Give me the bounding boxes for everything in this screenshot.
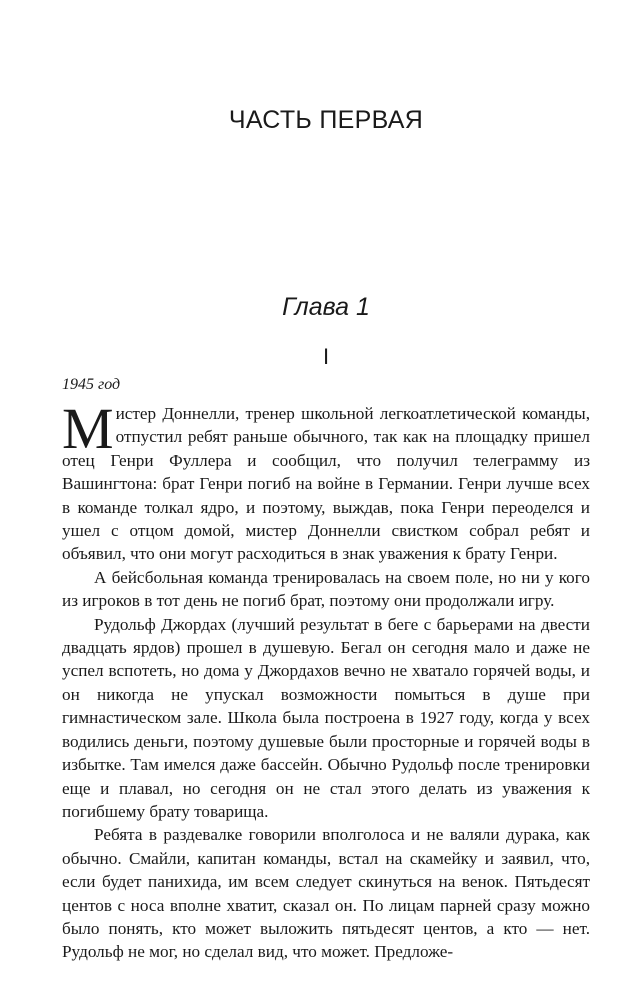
body-text xyxy=(62,396,590,964)
paragraph-3: Рудольф Джордах (лучший результат в беге с барьерами на двести двадцать ярдов) прошел в душевую. Бегал он сегодня мало и даже не успел вспотеть, но дома у Джордахов вечно не хватало горячей воды, и он никогда не упускал возможности помыться в душе при гимнастическом зале. Школа была построена в 1927 году, когда у всех водились деньги, поэтому душевые были просторные и горячей воды в избытке. Там имелся даже бассейн. Обычно Рудольф после тренировки еще и плавал, но сегодня он не стал этого делать из уважения к погибшему брату товарища. xyxy=(62,614,590,821)
part-title: ЧАСТЬ ПЕРВАЯ xyxy=(228,106,424,134)
section-number: I xyxy=(322,344,330,369)
paragraph-1-text: истер Доннелли, тренер школьной легкоатлетической команды, отпустил ребят раньше обычного, так как на площадку пришел отец Генри Фуллера и сообщил, что получил телеграмму из Вашингтона: брат Генри погиб на войне в Германии. Генри лучше всех в команде толкал ядро, и поэтому, выждав, пока Генри переоделся и ушел с отцом домой, мистер Доннелли свистком собрал ребят и объявил, что они могут расходиться в знак уважения к брату Генри. xyxy=(62,404,590,564)
paragraph-4: Ребята в раздевалке говорили вполголоса и не валяли дурака, как обычно. Смайли, капитан команды, встал на скамейку и заявил, что, если будет панихида, им всем следует скинуться на венок. Пятьдесят центов с носа вполне хватит, сказал он. По лицам парней сразу можно было понять, кто может выложить пятьдесят центов, а кто — нет. Рудольф не мог, но сделал вид, что может. Предложе- xyxy=(62,825,590,962)
book-page xyxy=(62,0,590,1000)
drop-cap: М xyxy=(62,396,114,461)
year-heading: 1945 год xyxy=(62,376,121,393)
chapter-title: Глава 1 xyxy=(282,293,370,321)
paragraph-2: А бейсбольная команда тренировалась на своем поле, но ни у кого из игроков в тот день не погиб брат, поэтому они продолжали игру. xyxy=(62,567,590,611)
paragraph-1 xyxy=(62,396,590,566)
